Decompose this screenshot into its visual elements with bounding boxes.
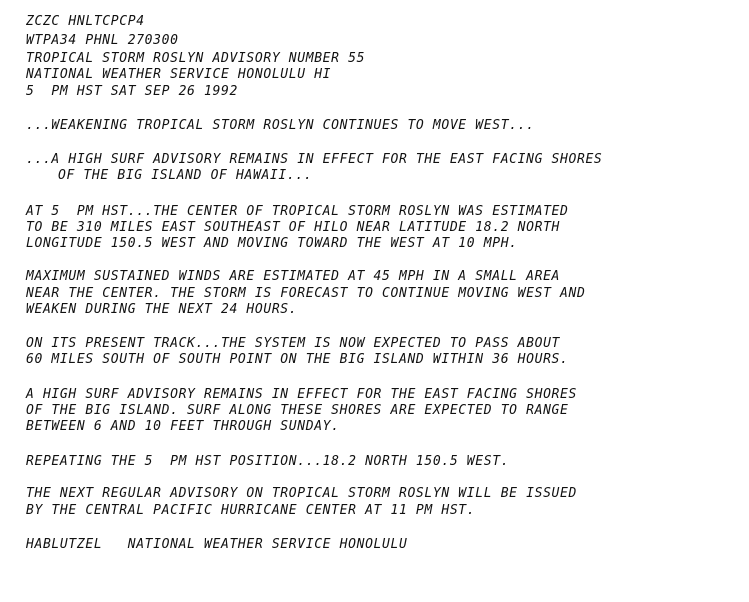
advisory-title: TROPICAL STORM ROSLYN ADVISORY NUMBER 55 bbox=[26, 51, 366, 66]
surf-para-line3: BETWEEN 6 AND 10 FEET THROUGH SUNDAY. bbox=[26, 419, 340, 434]
winds-para-line1: MAXIMUM SUSTAINED WINDS ARE ESTIMATED AT 45 MPH IN A SMALL AREA bbox=[26, 269, 561, 284]
next-advisory-line1: THE NEXT REGULAR ADVISORY ON TROPICAL STORM ROSLYN WILL BE ISSUED bbox=[26, 486, 577, 501]
header-code-line: ZCZC HNLTCPCP4 bbox=[26, 14, 145, 29]
headline-surf-line2: OF THE BIG ISLAND OF HAWAII... bbox=[58, 168, 313, 183]
issuing-office: NATIONAL WEATHER SERVICE HONOLULU HI bbox=[26, 67, 332, 82]
headline-surf-line1: ...A HIGH SURF ADVISORY REMAINS IN EFFECT FOR THE EAST FACING SHORES bbox=[26, 152, 603, 167]
winds-para-line3: WEAKEN DURING THE NEXT 24 HOURS. bbox=[26, 302, 298, 317]
issue-time: 5 PM HST SAT SEP 26 1992 bbox=[26, 84, 238, 99]
surf-para-line1: A HIGH SURF ADVISORY REMAINS IN EFFECT FOR THE EAST FACING SHORES bbox=[26, 387, 577, 402]
header-wmo-line: WTPA34 PHNL 270300 bbox=[26, 33, 179, 48]
repeat-position-line: REPEATING THE 5 PM HST POSITION...18.2 NORTH 150.5 WEST. bbox=[26, 454, 510, 469]
next-advisory-line2: BY THE CENTRAL PACIFIC HURRICANE CENTER AT 11 PM HST. bbox=[26, 503, 476, 518]
position-para-line1: AT 5 PM HST...THE CENTER OF TROPICAL STORM ROSLYN WAS ESTIMATED bbox=[26, 204, 569, 219]
headline-weakening: ...WEAKENING TROPICAL STORM ROSLYN CONTINUES TO MOVE WEST... bbox=[26, 118, 535, 133]
surf-para-line2: OF THE BIG ISLAND. SURF ALONG THESE SHORES ARE EXPECTED TO RANGE bbox=[26, 403, 569, 418]
winds-para-line2: NEAR THE CENTER. THE STORM IS FORECAST TO CONTINUE MOVING WEST AND bbox=[26, 286, 586, 301]
track-para-line1: ON ITS PRESENT TRACK...THE SYSTEM IS NOW EXPECTED TO PASS ABOUT bbox=[26, 336, 561, 351]
track-para-line2: 60 MILES SOUTH OF SOUTH POINT ON THE BIG ISLAND WITHIN 36 HOURS. bbox=[26, 352, 569, 367]
forecaster-signature: HABLUTZEL NATIONAL WEATHER SERVICE HONOLULU bbox=[26, 537, 408, 552]
position-para-line3: LONGITUDE 150.5 WEST AND MOVING TOWARD THE WEST AT 10 MPH. bbox=[26, 236, 518, 251]
position-para-line2: TO BE 310 MILES EAST SOUTHEAST OF HILO NEAR LATITUDE 18.2 NORTH bbox=[26, 220, 561, 235]
